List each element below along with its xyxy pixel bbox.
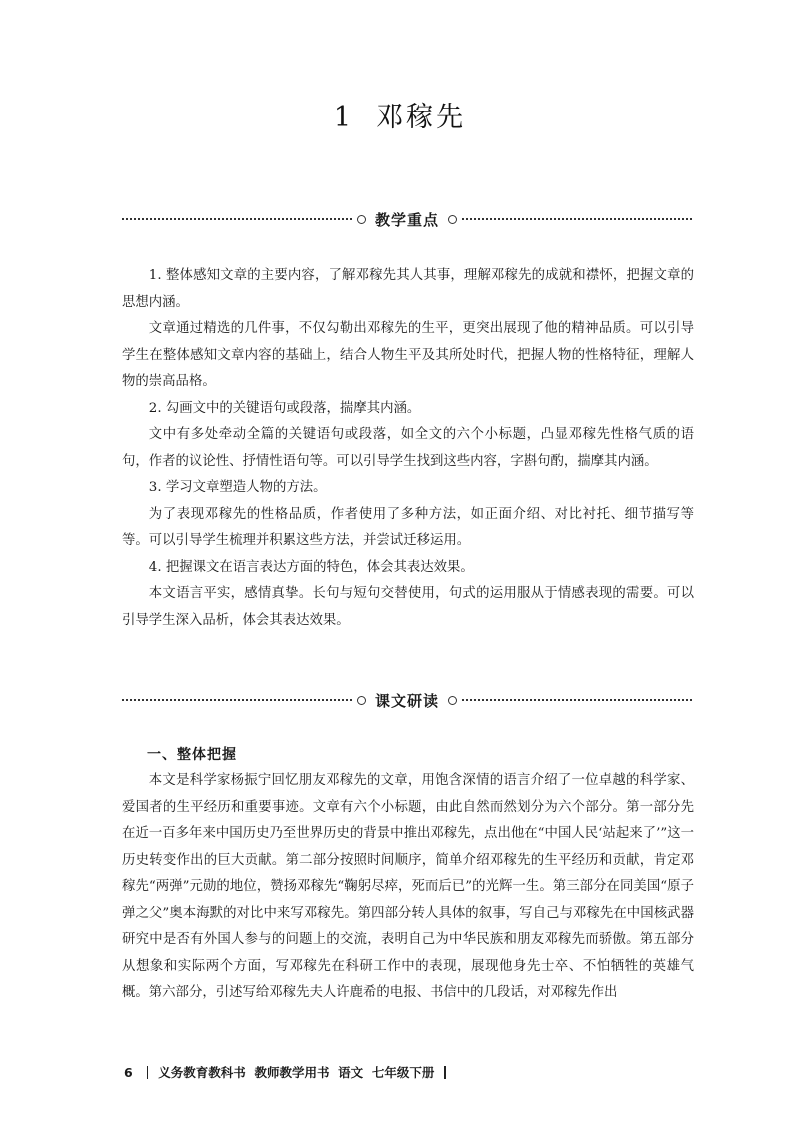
footer-grade: 七年级下册 [371, 1065, 435, 1080]
dotted-rule-right [462, 218, 692, 220]
circle-ornament-icon [357, 215, 366, 224]
footer-subject: 语文 [338, 1065, 364, 1080]
section-header-study [122, 689, 692, 711]
focus-paragraph: 文章通过精选的几件事，不仅勾勒出邓稼先的生平，更突出展现了他的精神品质。可以引导学生在整体感知文章内容的基础上，结合人物生平及其所处时代，把握人物的性格特征，理解人物的崇高品格。 [122, 321, 694, 389]
circle-ornament-icon [357, 696, 366, 705]
study-paragraph: 本文是科学家杨振宁回忆朋友邓稼先的文章，用饱含深情的语言介绍了一位卓越的科学家、爱国者的生平经历和重要事迹。文章有六个小标题，由此自然而然划分为六个部分。第一部分先在近一百多年来中国历史乃至世界历史的背景中推出邓稼先，点出他在“中国人民‘站起来了’”这一历史转变作出的巨大贡献。第二部分按照时间顺序，简单介绍邓稼先的生平经历和贡献，肯定邓稼先“两弹”元勋的地位，赞扬邓稼先“鞠躬尽瘁，死而后已”的光辉一生。第三部分在同美国“原子弹之父”奥本海默的对比中来写邓稼先。第四部分转人具体的叙事，写自己与邓稼先在中国核武器研究中是否有外国人参与的问题上的交流，表明自己为中华民族和朋友邓稼先而骄傲。第五部分从想象和实际两个方面，写邓稼先在科研工作中的表现，展现他身先士卒、不怕牺牲的英雄气概。第六部分，引述写给邓稼先夫人许鹿希的电报、书信中的几段话，对邓稼先作出 [122, 773, 694, 1000]
section-header-focus [122, 208, 692, 230]
page-title [0, 95, 800, 134]
focus-paragraph: 文中有多处牵动全篇的关键语句或段落，如全文的六个小标题，凸显邓稼先性格气质的语句，作者的议论性、抒情性语句等。可以引导学生找到这些内容，字斟句酌，揣摩其内涵。 [122, 427, 694, 469]
focus-paragraph: 1. 整体感知文章的主要内容，了解邓稼先其人其事，理解邓稼先的成就和襟怀，把握文章的思想内涵。 [122, 268, 694, 310]
focus-paragraph: 本文语言平实，感情真挚。长句与短句交替使用，句式的运用服从于情感表现的需要。可以引导学生深入品析，体会其表达效果。 [122, 586, 694, 628]
footer-divider [147, 1066, 149, 1079]
page-number: 6 [124, 1064, 133, 1080]
circle-ornament-icon [448, 696, 457, 705]
focus-paragraph: 4. 把握课文在语言表达方面的特色，体会其表达效果。 [148, 559, 474, 575]
dotted-rule-left [122, 699, 352, 701]
lesson-title: 邓稼先 [376, 102, 467, 133]
focus-paragraph: 3. 学习文章塑造人物的方法。 [148, 480, 327, 495]
dotted-rule-right [462, 699, 692, 701]
lesson-number: 1 [333, 102, 355, 133]
page-footer [124, 1063, 456, 1081]
dotted-rule-left [122, 218, 352, 220]
focus-paragraph: 2. 勾画文中的关键语句或段落，揣摩其内涵。 [148, 400, 421, 416]
section-label-study: 课文研读 [375, 691, 440, 710]
focus-body [122, 263, 694, 634]
circle-ornament-icon [448, 215, 457, 224]
study-body [122, 768, 694, 1007]
footer-divider [444, 1066, 446, 1079]
focus-paragraph: 为了表现邓稼先的性格品质，作者使用了多种方法，如正面介绍、对比衬托、细节描写等等。可以引导学生梳理并积累这些方法，并尝试迁移运用。 [122, 506, 694, 548]
section-label-focus: 教学重点 [375, 210, 440, 229]
subsection-title: 一、整体把握 [147, 747, 237, 763]
footer-book: 义务教育教科书 [158, 1065, 246, 1080]
footer-guide: 教师教学用书 [254, 1065, 330, 1080]
